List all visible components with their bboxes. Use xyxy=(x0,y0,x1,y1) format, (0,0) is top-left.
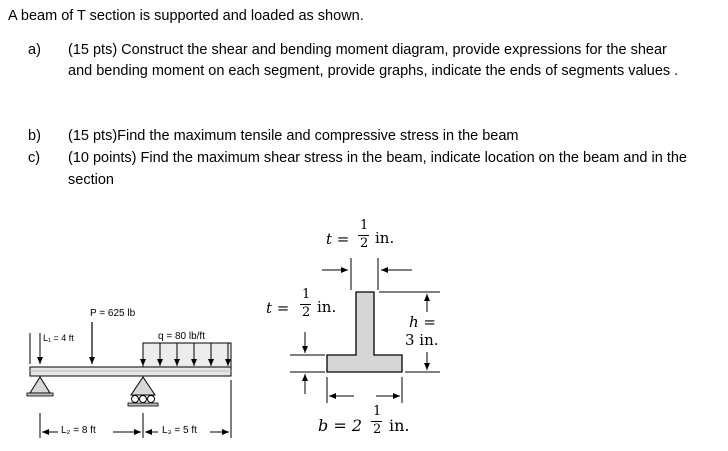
l1-label: L₁ = 4 ft xyxy=(43,333,74,343)
part-b-line-1: (15 pts)Find the maximum tensile and compressive stress in the beam xyxy=(68,128,519,144)
beam xyxy=(30,367,231,376)
part-c-line-2: section xyxy=(68,172,114,188)
b-den: 2 xyxy=(373,422,382,437)
b-lhs: b = 2 xyxy=(318,416,362,435)
t-flange-den: 2 xyxy=(302,305,311,320)
roller-support xyxy=(128,377,158,406)
web-thickness-dimension xyxy=(322,258,412,290)
width-dimension xyxy=(327,377,402,403)
h-lhs: h = xyxy=(409,313,436,331)
part-c-label: c) xyxy=(28,150,41,166)
distributed-load-label: q = 80 lb/ft xyxy=(158,331,205,342)
flange-thickness-dimension xyxy=(290,332,325,394)
l3-label: L₃ = 5 ft xyxy=(162,425,197,436)
b-unit: in. xyxy=(389,416,410,435)
t-section xyxy=(327,292,402,372)
t-flange-num: 1 xyxy=(302,287,311,302)
problem-intro: A beam of T section is supported and loaded as shown. xyxy=(8,8,364,24)
t-top-den: 2 xyxy=(360,236,369,251)
b-num: 1 xyxy=(373,404,382,419)
t-top-unit: in. xyxy=(375,229,395,247)
t-top-lhs: t = xyxy=(326,230,350,248)
t-flange-lhs: t = xyxy=(266,299,290,317)
t-flange-unit: in. xyxy=(317,298,337,316)
point-load-label: P = 625 lb xyxy=(90,308,136,319)
distributed-load xyxy=(143,343,231,367)
l2-label: L₂ = 8 ft xyxy=(61,425,96,436)
part-a-line-1: (15 pts) Construct the shear and bending moment diagram, provide expressions for the shear xyxy=(68,42,667,58)
part-b-label: b) xyxy=(28,128,41,144)
part-c-line-1: (10 points) Find the maximum shear stress in the beam, indicate location on the beam and in the xyxy=(68,150,687,166)
left-pin-support xyxy=(27,377,53,396)
part-a-line-2: and bending moment on each segment, provide graphs, indicate the ends of segments values . xyxy=(68,63,679,79)
h-value: 3 in. xyxy=(405,331,439,349)
t-top-num: 1 xyxy=(360,218,369,233)
part-a-label: a) xyxy=(28,42,41,58)
l1-dimension xyxy=(30,333,40,364)
